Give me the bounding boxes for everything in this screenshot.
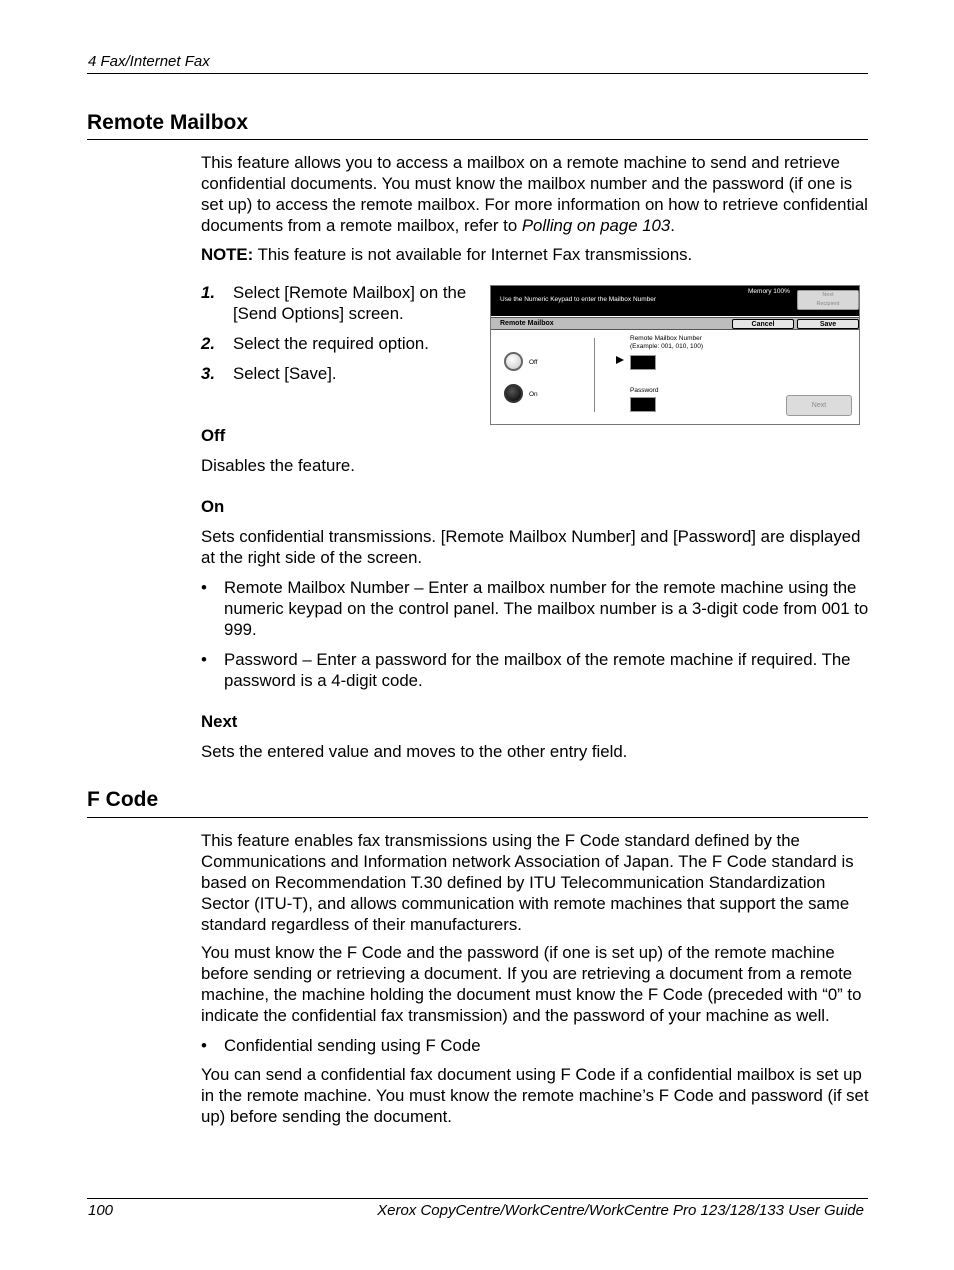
steps-list bbox=[201, 282, 486, 393]
f-code-para-2: You must know the F Code and the password (if one is set up) of the remote machine before sending or retrieving a document. If you are retrieving a document from a remote machine, the machine holding the document must know the F Code (preceded with “0” to indicate the confidential fax transmission) and the password of your machine as well. bbox=[201, 943, 862, 1025]
screen-message-bar bbox=[491, 286, 860, 316]
off-radio[interactable] bbox=[504, 352, 523, 371]
next-description: Sets the entered value and moves to the other entry field. bbox=[201, 742, 628, 761]
next-heading: Next bbox=[201, 712, 238, 731]
on-description: Sets confidential transmissions. [Remote Mailbox Number] and [Password] are displayed at the right side of the screen. bbox=[201, 527, 861, 567]
footer-rule bbox=[87, 1198, 868, 1199]
header-rule bbox=[87, 73, 868, 74]
on-radio-label: On bbox=[529, 391, 538, 398]
section-title-remote-mailbox: Remote Mailbox bbox=[87, 111, 249, 134]
step-item: 2. Select the required option. bbox=[201, 334, 429, 353]
password-field[interactable] bbox=[630, 397, 656, 412]
guide-title: Xerox CopyCentre/WorkCentre/WorkCentre Pro 123/128/133 User Guide bbox=[377, 1202, 864, 1219]
note: NOTE: This feature is not available for Internet Fax transmissions. bbox=[201, 245, 693, 264]
remote-mailbox-intro: This feature allows you to access a mailbox on a remote machine to send and retrieve confidential documents. You must know the mailbox number and the password (if one is set up) to access the remote mailbox. For more information on how to retrieve confidential documents from a remote mailbox, refer to Polling on page 103. bbox=[201, 153, 868, 235]
running-header: 4 Fax/Internet Fax bbox=[88, 53, 210, 70]
next-recipient-button[interactable]: Next Recipient bbox=[797, 290, 859, 310]
step-item: 1. Select [Remote Mailbox] on the [Send Options] screen. bbox=[201, 283, 467, 323]
on-radio[interactable] bbox=[504, 384, 523, 403]
on-heading: On bbox=[201, 497, 225, 516]
off-radio-label: Off bbox=[529, 359, 538, 366]
section-rule bbox=[87, 817, 868, 818]
section-title-f-code: F Code bbox=[87, 788, 159, 811]
screen-divider bbox=[594, 338, 595, 412]
step-item: 3. Select [Save]. bbox=[201, 364, 337, 383]
mailbox-number-example: (Example: 001, 010, 100) bbox=[630, 343, 703, 350]
f-code-para-1: This feature enables fax transmissions using the F Code standard defined by the Communications and Information network Association of Japan. The F Code standard is based on Recommendation T.30 defined by ITU Telecommunication Standardization Sector (ITU-T), and allows communication with remote machines that support the same standard regardless of their manufacturers. bbox=[201, 831, 854, 934]
off-heading: Off bbox=[201, 426, 226, 445]
list-item: • Confidential sending using F Code bbox=[201, 1036, 481, 1055]
screen-message: Use the Numeric Keypad to enter the Mailbox Number bbox=[500, 296, 657, 303]
memory-indicator: Memory 100% bbox=[748, 288, 790, 295]
remote-mailbox-screen bbox=[490, 285, 860, 425]
list-item: • Password – Enter a password for the mailbox of the remote machine if required. The password is a 4-digit code. bbox=[201, 650, 851, 690]
mailbox-number-field[interactable] bbox=[630, 355, 656, 370]
page-number: 100 bbox=[88, 1202, 114, 1219]
list-item: • Remote Mailbox Number – Enter a mailbox number for the remote machine using the numeric keypad on the control panel. The mailbox number is a 3-digit code from 001 to 999. bbox=[201, 578, 869, 639]
f-code-para-3: You can send a confidential fax document using F Code if a confidential mailbox is set up in the remote machine. You must know the remote machine’s F Code and password (if set up) before sending the document. bbox=[201, 1065, 869, 1126]
screen-title-bar bbox=[491, 317, 860, 330]
screen-title: Remote Mailbox bbox=[500, 320, 554, 327]
password-label: Password bbox=[630, 387, 659, 394]
polling-reference: Polling on page 103 bbox=[521, 216, 671, 235]
pointer-arrow-icon bbox=[616, 356, 624, 364]
off-description: Disables the feature. bbox=[201, 456, 355, 475]
cancel-button[interactable]: Cancel bbox=[732, 319, 794, 329]
save-button[interactable]: Save bbox=[797, 319, 859, 329]
next-button[interactable]: Next bbox=[786, 395, 852, 416]
mailbox-number-label: Remote Mailbox Number bbox=[630, 335, 702, 342]
section-rule bbox=[87, 139, 868, 140]
